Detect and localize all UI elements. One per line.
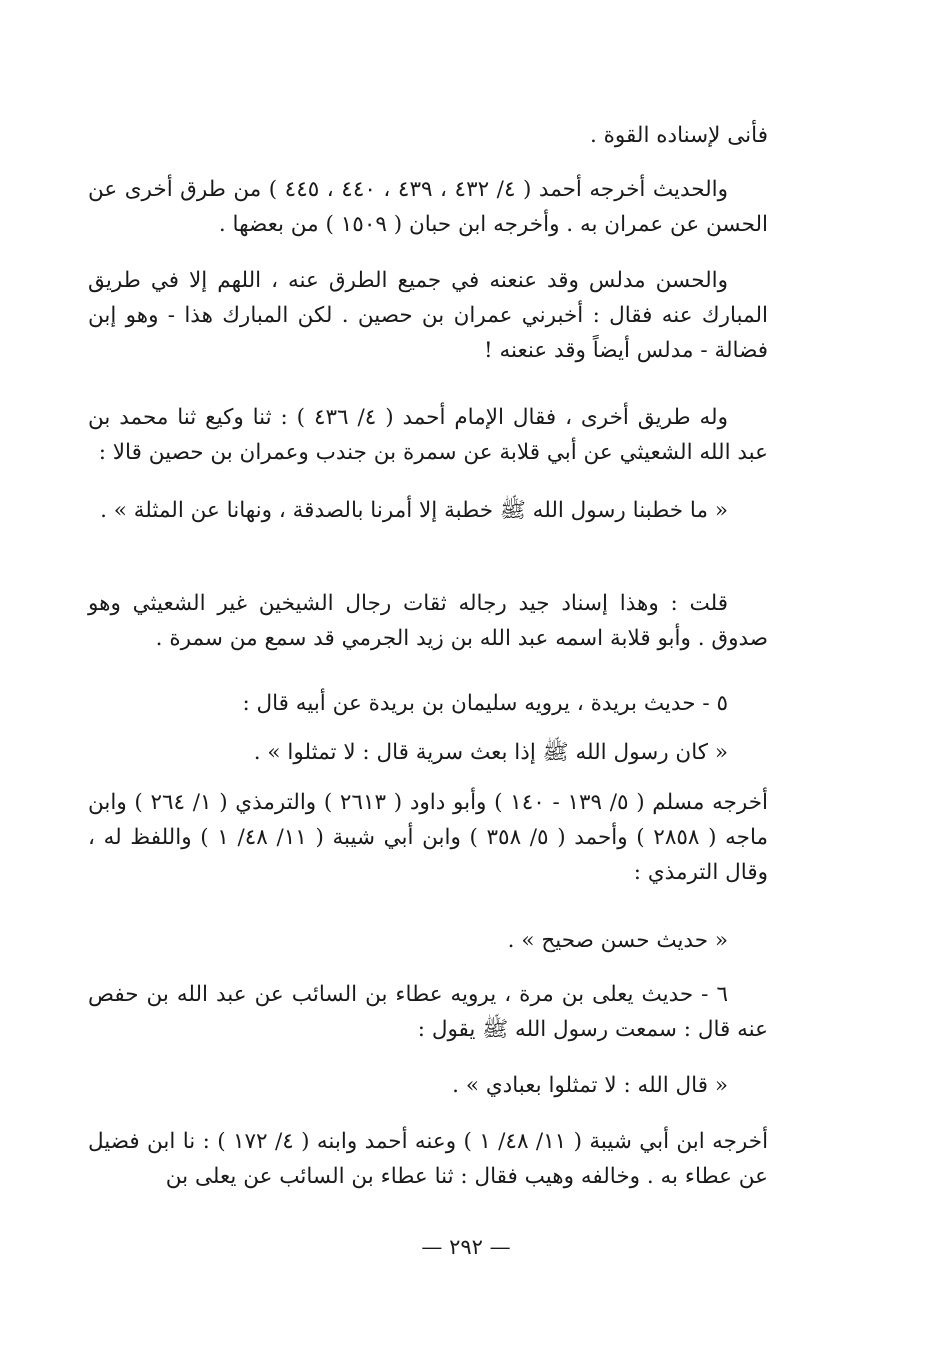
heading-hadith-buraida: ٥ - حديث بريدة ، يرويه سليمان بن بريدة عن أبيه قال : [242, 691, 728, 716]
paragraph-takhrij-buraida: أخرجه مسلم ( ٥/ ١٣٩ - ١٤٠ ) وأبو داود ( ٢٦١٣ ) والترمذي ( ١/ ٢٦٤ ) وابن ماجه ( ٢٨٥٨ ) وأحمد ( ٥/ ٣٥٨ ) وابن أبي شيبة ( ١١/ ٤٨/ ١ ) واللفظ له ، وقال الترمذي : [88, 790, 769, 885]
hadith-quote-sadaqa: « ما خطبنا رسول الله ﷺ خطبة إلا أمرنا بالصدقة ، ونهانا عن المثلة » . [100, 498, 728, 523]
paragraph-ahmad-narration: والحديث أخرجه أحمد ( ٤/ ٤٣٢ ، ٤٣٩ ، ٤٤٠ ، ٤٤٥ ) من طرق أخرى عن الحسن عن عمران به . وأخرجه ابن حبان ( ١٥٠٩ ) من بعضها . [88, 177, 768, 237]
page-number: — ٢٩٢ — [421, 1235, 511, 1259]
hadith-quote-yala: « قال الله : لا تمثلوا بعبادي » . [452, 1073, 728, 1098]
paragraph-another-route: وله طريق أخرى ، فقال الإمام أحمد ( ٤/ ٤٣٦ ) : ثنا وكيع ثنا محمد بن عبد الله الشعيثي عن أبي قلابة عن سمرة بن جندب وعمران بن حصين قالا : [88, 405, 768, 465]
paragraph-hasan-mudallis: والحسن مدلس وقد عنعنه في جميع الطرق عنه ، اللهم إلا في طريق المبارك عنه فقال : أخبرني عمران بن حصين . لكن المبارك هذا - وهو إبن فضالة - مدلس أيضاً وقد عنعنه ! [88, 268, 768, 363]
paragraph-continuation: فأنى لإسناده القوة . [590, 123, 768, 148]
paragraph-isnad-assessment: قلت : وهذا إسناد جيد رجاله ثقات رجال الشيخين غير الشعيثي وهو صدوق . وأبو قلابة اسمه عبد الله بن زيد الجرمي قد سمع من سمرة . [88, 591, 768, 651]
tirmidhi-verdict: « حديث حسن صحيح » . [507, 928, 728, 953]
heading-hadith-yala: ٦ - حديث يعلى بن مرة ، يرويه عطاء بن السائب عن عبد الله بن حفص عنه قال : سمعت رسول الله ﷺ يقول : [88, 982, 768, 1042]
paragraph-takhrij-yala: أخرجه ابن أبي شيبة ( ١١/ ٤٨/ ١ ) وعنه أحمد وابنه ( ٤/ ١٧٢ ) : نا ابن فضيل عن عطاء به . وخالفه وهيب فقال : ثنا عطاء بن السائب عن يعلى بن [88, 1129, 769, 1189]
hadith-quote-buraida: « كان رسول الله ﷺ إذا بعث سرية قال : لا تمثلوا » . [253, 740, 728, 765]
